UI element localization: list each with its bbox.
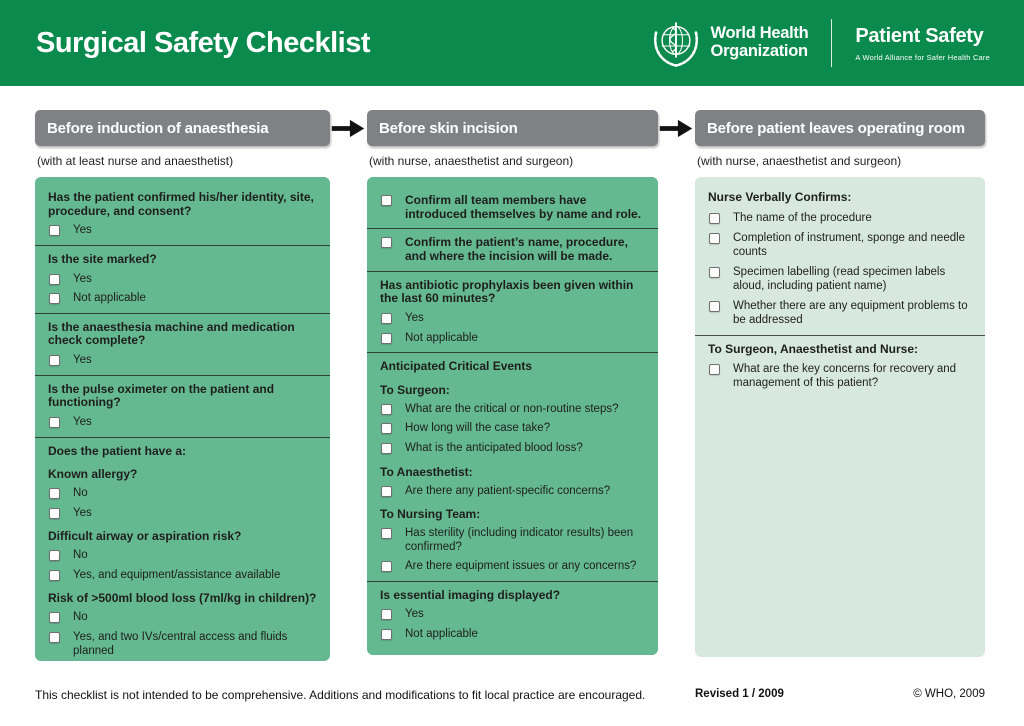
question-text: Is the site marked? [48, 251, 157, 266]
checkbox-label: What are the key concerns for recovery and management of this patient? [733, 363, 957, 389]
patient-safety-subtitle: A World Alliance for Safer Health Care [855, 52, 990, 62]
footer-note: This checklist is not intended to be comprehensive. Additions and modifications to fit local practice are encouraged. [35, 688, 646, 702]
checkbox[interactable] [49, 612, 60, 623]
checklist-item[interactable] [381, 194, 645, 221]
checklist-item[interactable] [381, 403, 645, 417]
checklist-item[interactable] [381, 312, 645, 326]
checklist-panel [695, 177, 985, 657]
checkbox-label: Are there any patient-specific concerns? [405, 484, 611, 497]
checkbox-label: Yes [73, 506, 92, 519]
checkbox[interactable] [381, 237, 392, 248]
checkbox[interactable] [709, 213, 720, 224]
phase-title: Before patient leaves operating room [707, 119, 965, 137]
checklist-item[interactable] [49, 292, 317, 306]
phase-header [367, 110, 658, 146]
checkbox[interactable] [49, 508, 60, 519]
checklist-column [695, 110, 985, 661]
checkbox-label: Yes [73, 354, 92, 367]
checkbox[interactable] [49, 355, 60, 366]
subsection-heading: To Nursing Team: [380, 507, 481, 522]
checkbox-label: Yes [73, 415, 92, 428]
checklist-item[interactable] [381, 236, 645, 263]
checkbox-label: Specimen labelling (read specimen labels aloud, including patient name) [733, 266, 946, 292]
checklist-item[interactable] [49, 611, 317, 625]
section-divider [35, 437, 330, 438]
checklist-item[interactable] [709, 300, 972, 327]
checklist-item[interactable] [49, 549, 317, 563]
phase-title: Before induction of anaesthesia [47, 119, 269, 137]
patient-safety-block [855, 25, 990, 62]
checklist-item[interactable] [709, 212, 972, 226]
question-text: Is essential imaging displayed? [380, 587, 561, 602]
checklist-item[interactable] [49, 224, 317, 238]
checkbox[interactable] [709, 267, 720, 278]
section-heading: Does the patient have a: [48, 443, 187, 458]
checkbox[interactable] [49, 632, 60, 643]
checklist-item[interactable] [381, 332, 645, 346]
checkbox-label: Yes [73, 224, 92, 237]
checkbox[interactable] [381, 609, 392, 620]
checklist-section [48, 383, 317, 430]
who-name-line2: Organization [710, 42, 808, 60]
checkbox[interactable] [381, 195, 392, 206]
section-divider [367, 271, 658, 272]
checkbox[interactable] [49, 274, 60, 285]
checkbox[interactable] [49, 550, 60, 561]
section-divider [367, 581, 658, 582]
checklist-item[interactable] [381, 608, 645, 622]
checklist-item[interactable] [49, 507, 317, 521]
checklist-section [48, 253, 317, 306]
section-divider [35, 245, 330, 246]
checkbox[interactable] [49, 225, 60, 236]
page-title: Surgical Safety Checklist [36, 26, 371, 59]
phase-header [35, 110, 330, 146]
checkbox-label: Confirm the patient’s name, procedure, and where the incision will be made. [405, 235, 628, 264]
checkbox[interactable] [49, 570, 60, 581]
footer-revised: Revised 1 / 2009 [695, 688, 784, 700]
checklist-item[interactable] [709, 232, 972, 259]
checkbox[interactable] [381, 629, 392, 640]
checkbox-label: How long will the case take? [405, 422, 551, 435]
checkbox[interactable] [709, 301, 720, 312]
checklist-item[interactable] [381, 527, 645, 554]
checklist-section [380, 360, 645, 574]
checklist-item[interactable] [381, 422, 645, 436]
checkbox-label: Yes, and equipment/assistance available [73, 568, 281, 581]
arrow-right-icon [331, 118, 365, 139]
checkbox[interactable] [381, 486, 392, 497]
phase-subtitle: (with nurse, anaesthetist and surgeon) [697, 154, 902, 168]
arrow-right-icon [659, 118, 693, 139]
checkbox[interactable] [381, 313, 392, 324]
checklist-panel [35, 177, 330, 661]
subsection-heading: To Surgeon: [380, 382, 450, 397]
checklist-item[interactable] [381, 442, 645, 456]
checklist-section [708, 191, 972, 328]
checkbox[interactable] [49, 488, 60, 499]
footer [0, 688, 1024, 702]
section-heading: Nurse Verbally Confirms: [708, 190, 852, 204]
checkbox[interactable] [381, 443, 392, 454]
checklist-columns [0, 110, 1024, 661]
checklist-section [380, 589, 645, 642]
checkbox[interactable] [49, 417, 60, 428]
footer-copyright: © WHO, 2009 [913, 688, 985, 700]
section-divider [367, 228, 658, 229]
checkbox-label: What is the anticipated blood loss? [405, 441, 583, 454]
phase-header [695, 110, 985, 146]
section-divider [695, 335, 985, 336]
checkbox[interactable] [381, 561, 392, 572]
checkbox-label: Are there equipment issues or any concerns? [405, 560, 637, 573]
checkbox-label: The name of the procedure [733, 211, 872, 224]
question-text: Is the pulse oximeter on the patient and functioning? [48, 381, 275, 410]
section-heading: To Surgeon, Anaesthetist and Nurse: [708, 341, 919, 356]
checklist-column [367, 110, 658, 661]
checkbox[interactable] [381, 333, 392, 344]
checkbox-label: Yes [73, 272, 92, 285]
phase-title: Before skin incision [379, 119, 518, 137]
checklist-item[interactable] [49, 273, 317, 287]
checkbox[interactable] [381, 528, 392, 539]
checkbox-label: What are the critical or non-routine steps? [405, 402, 619, 415]
checkbox-label: Has sterility (including indicator results) been confirmed? [405, 527, 634, 553]
section-divider [35, 375, 330, 376]
question-text: Has the patient confirmed his/her identity, site, procedure, and consent? [48, 190, 314, 218]
checkbox-label: No [73, 487, 88, 500]
checklist-item[interactable] [381, 628, 645, 642]
subsection-heading: Difficult airway or aspiration risk? [48, 529, 242, 544]
patient-safety-title: Patient Safety [855, 24, 984, 47]
checklist-panel [367, 177, 658, 655]
checklist-item[interactable] [381, 560, 645, 574]
checklist-column [35, 110, 330, 661]
checklist-item[interactable] [49, 354, 317, 368]
who-brand [650, 17, 990, 69]
checkbox[interactable] [709, 233, 720, 244]
section-divider [35, 313, 330, 314]
subsection-heading: Risk of >500ml blood loss (7ml/kg in children)? [48, 591, 317, 606]
checklist-item[interactable] [49, 416, 317, 430]
checkbox-label: Not applicable [405, 628, 478, 640]
phase-subtitle: (with nurse, anaesthetist and surgeon) [369, 154, 574, 168]
checklist-section [48, 191, 317, 238]
checkbox-label: Yes, and two IVs/central access and fluids planned [73, 631, 288, 657]
subsection-heading: Known allergy? [48, 467, 138, 482]
checklist-section [380, 279, 645, 345]
checklist-section [48, 445, 317, 659]
checkbox[interactable] [381, 404, 392, 415]
question-text: Has antibiotic prophylaxis been given within the last 60 minutes? [380, 277, 634, 306]
checkbox-label: No [73, 549, 88, 562]
section-divider [367, 352, 658, 353]
checkbox-label: Not applicable [405, 331, 478, 344]
checkbox-label: Confirm all team members have introduced themselves by name and role. [405, 193, 642, 221]
checklist-item[interactable] [49, 569, 317, 583]
question-text: Is the anaesthesia machine and medication check complete? [48, 319, 295, 348]
section-heading: Anticipated Critical Events [380, 359, 533, 374]
checklist-item[interactable] [709, 363, 972, 390]
checkbox[interactable] [709, 364, 720, 375]
checklist-section [380, 194, 645, 221]
header-bar [0, 0, 1024, 86]
checkbox-label: Whether there are any equipment problems to be addressed [733, 300, 968, 327]
checkbox-label: Yes [405, 608, 424, 621]
footer-right [695, 688, 985, 702]
checklist-section [48, 321, 317, 368]
subsection-heading: To Anaesthetist: [380, 464, 473, 479]
who-name [711, 25, 809, 61]
who-name-line1: World Health [710, 24, 809, 43]
checklist-section [708, 343, 972, 391]
checklist-section [380, 236, 645, 263]
checklist-item[interactable] [381, 485, 645, 499]
checklist-item[interactable] [709, 266, 972, 293]
checkbox-label: No [73, 611, 88, 624]
checkbox-label: Completion of instrument, sponge and needle counts [733, 232, 966, 258]
checkbox[interactable] [381, 423, 392, 434]
phase-subtitle: (with at least nurse and anaesthetist) [37, 154, 234, 168]
checkbox-label: Yes [405, 312, 424, 325]
checklist-item[interactable] [49, 487, 317, 501]
who-emblem-icon [650, 17, 702, 69]
checklist-item[interactable] [49, 631, 317, 658]
brand-divider [831, 19, 832, 67]
checkbox[interactable] [49, 293, 60, 304]
checkbox-label: Not applicable [73, 292, 146, 305]
